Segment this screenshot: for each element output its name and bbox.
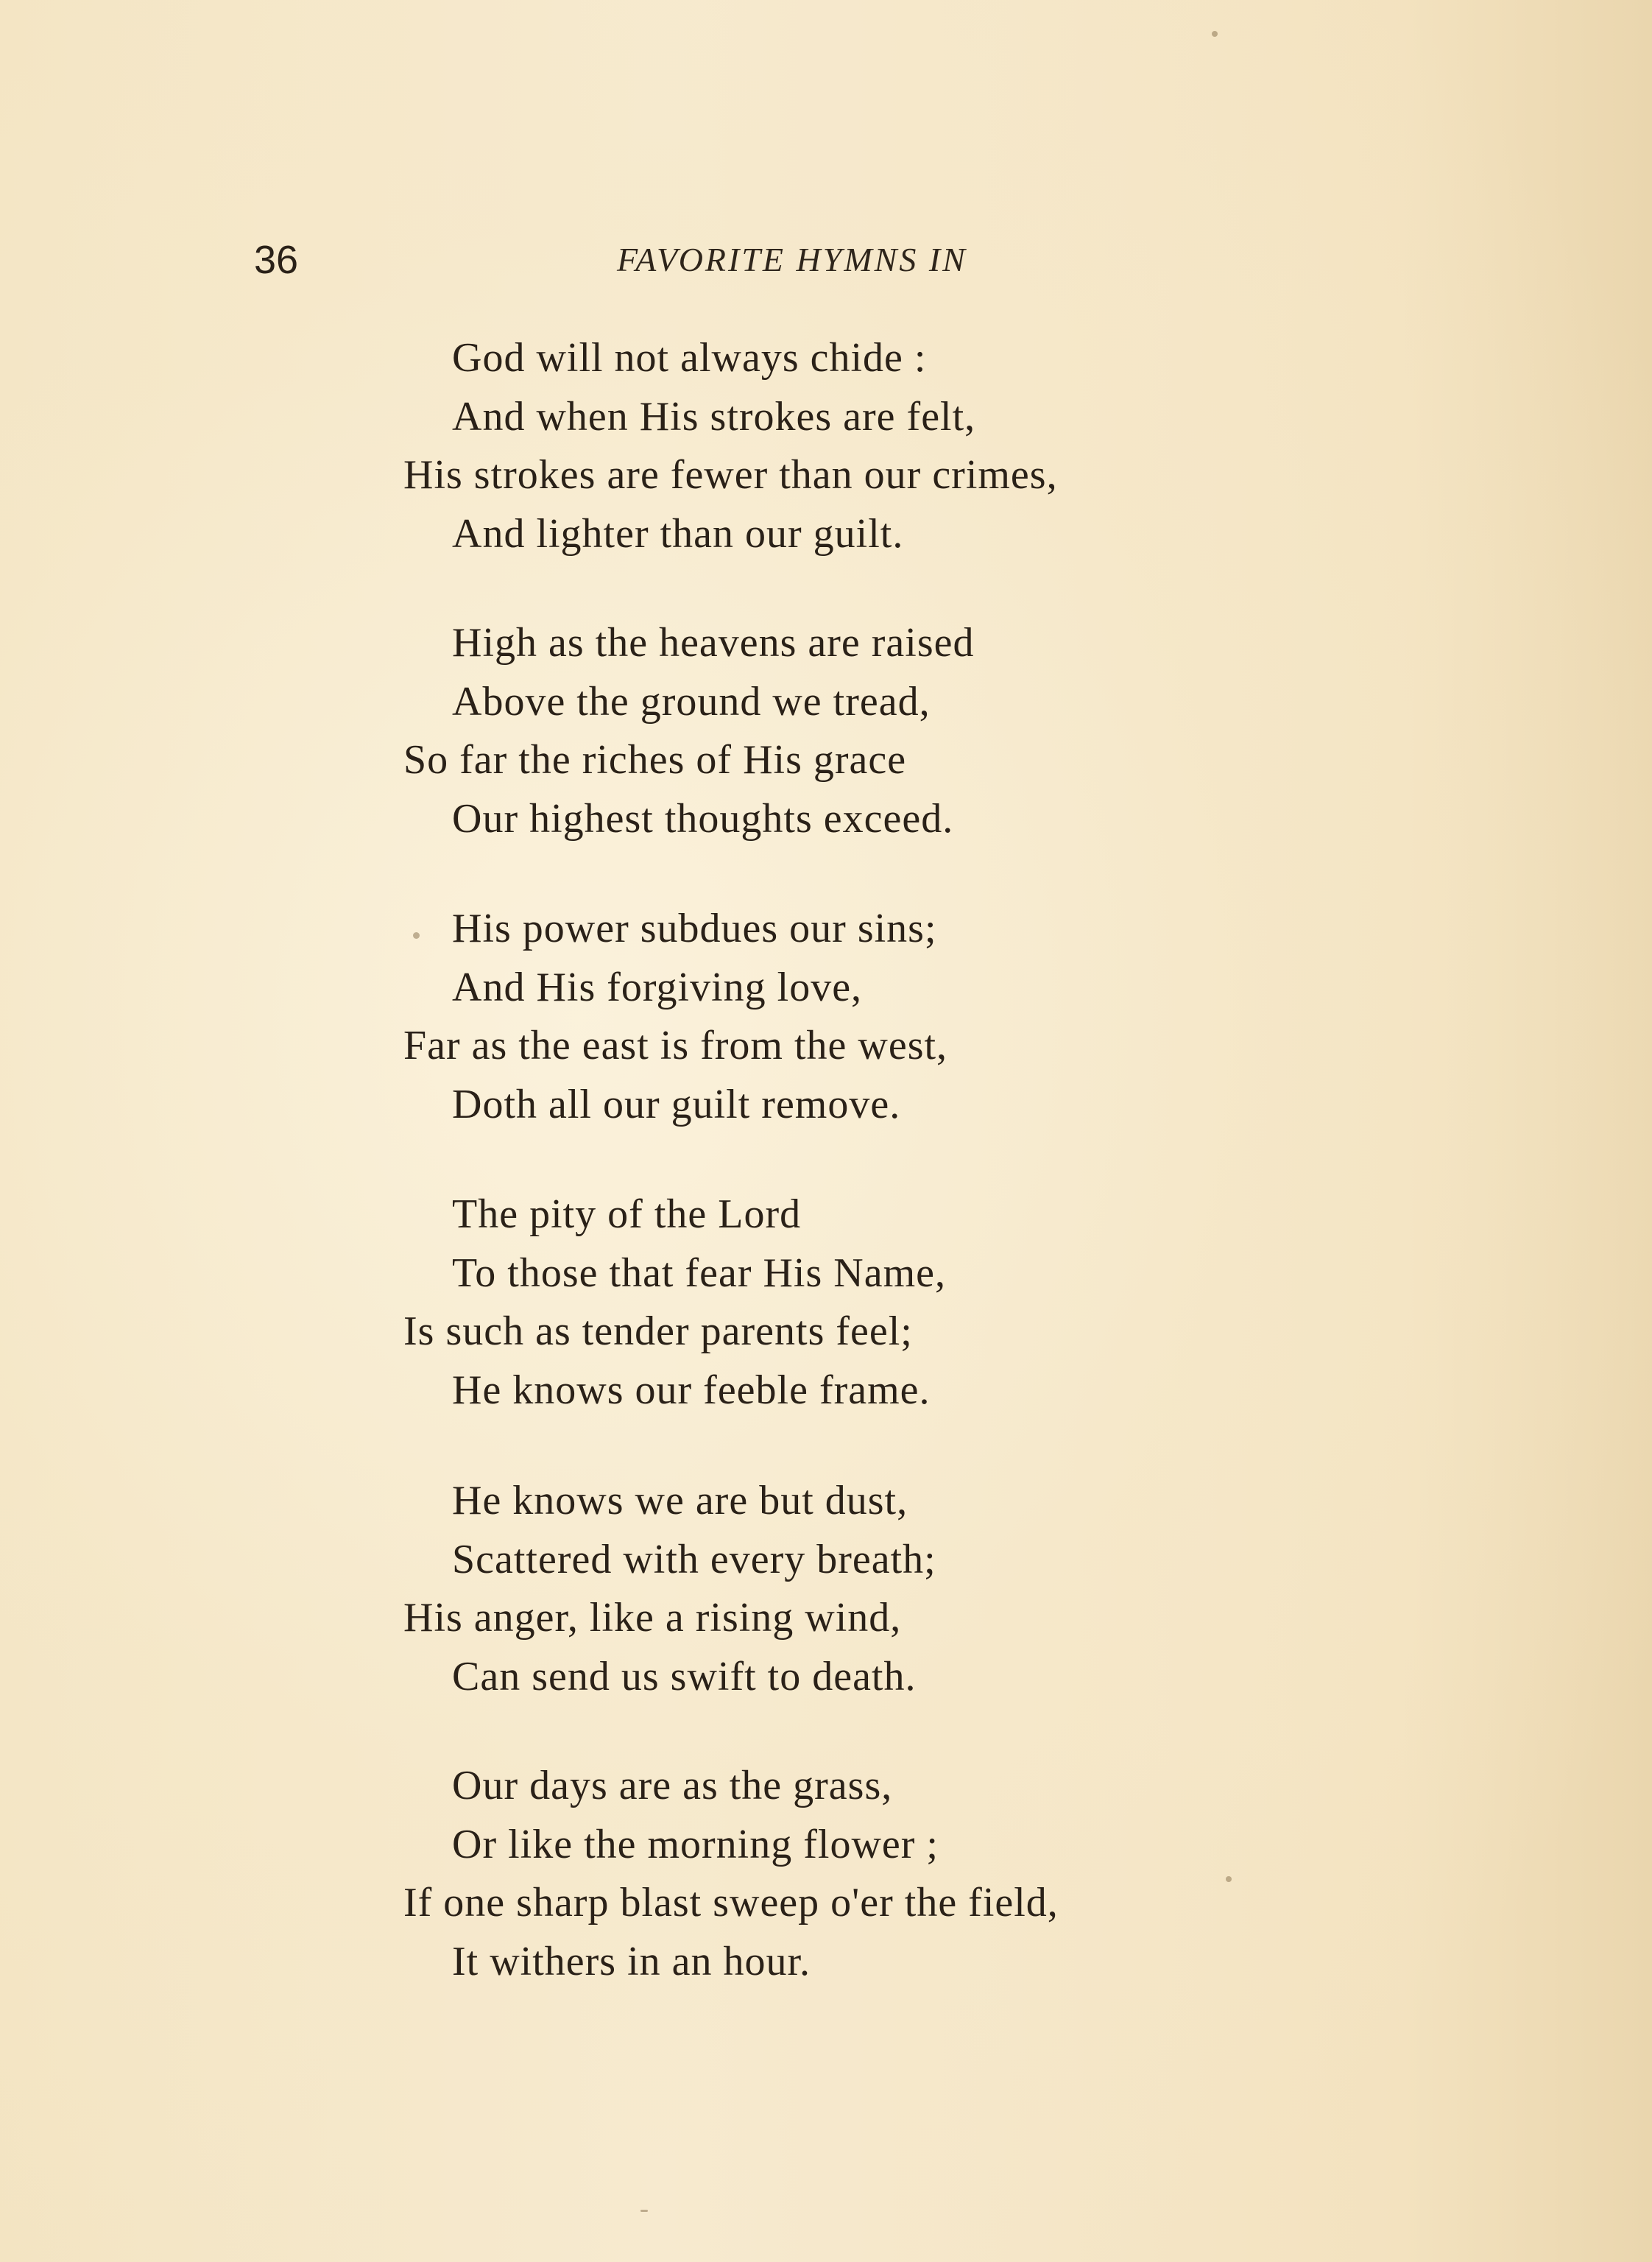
verse-line: It withers in an hour. [452, 1939, 811, 1984]
page-number: 36 [254, 238, 299, 282]
paper-speck [640, 2210, 648, 2212]
paper-speck [1226, 1876, 1232, 1882]
verse-line: And when His strokes are felt, [452, 394, 976, 440]
verse-line: He knows we are but dust, [452, 1478, 908, 1523]
verse-line: And lighter than our guilt. [452, 511, 904, 557]
verse-line: Above the ground we tread, [452, 679, 931, 725]
verse-line: To those that fear His Name, [452, 1250, 946, 1296]
verse-line: His anger, like a rising wind, [403, 1595, 902, 1641]
verse-line: God will not always chide : [452, 335, 927, 381]
page-header [0, 234, 1652, 286]
verse-line: Our highest thoughts exceed. [452, 796, 954, 842]
verse-line: He knows our feeble frame. [452, 1367, 931, 1413]
paper-speck [1212, 31, 1218, 37]
verse-line: Our days are as the grass, [452, 1763, 893, 1808]
verse-line: The pity of the Lord [452, 1191, 802, 1237]
verse-line: His power subdues our sins; [452, 906, 937, 951]
verse-line: Or like the morning flower ; [452, 1822, 939, 1867]
verse-line: And His forgiving love, [452, 965, 863, 1010]
verse-line: If one sharp blast sweep o'er the field, [403, 1880, 1059, 1925]
verse-line: Doth all our guilt remove. [452, 1082, 901, 1127]
paper-speck [413, 932, 420, 939]
verse-line: His strokes are fewer than our crimes, [403, 452, 1058, 498]
verse-line: Is such as tender parents feel; [403, 1308, 913, 1354]
verse-line: Can send us swift to death. [452, 1654, 917, 1699]
verse-line: Scattered with every breath; [452, 1537, 936, 1582]
running-title: FAVORITE HYMNS IN [617, 241, 967, 278]
verse-line: So far the riches of His grace [403, 737, 907, 783]
verse-line: Far as the east is from the west, [403, 1023, 948, 1068]
verse-line: High as the heavens are raised [452, 620, 975, 666]
